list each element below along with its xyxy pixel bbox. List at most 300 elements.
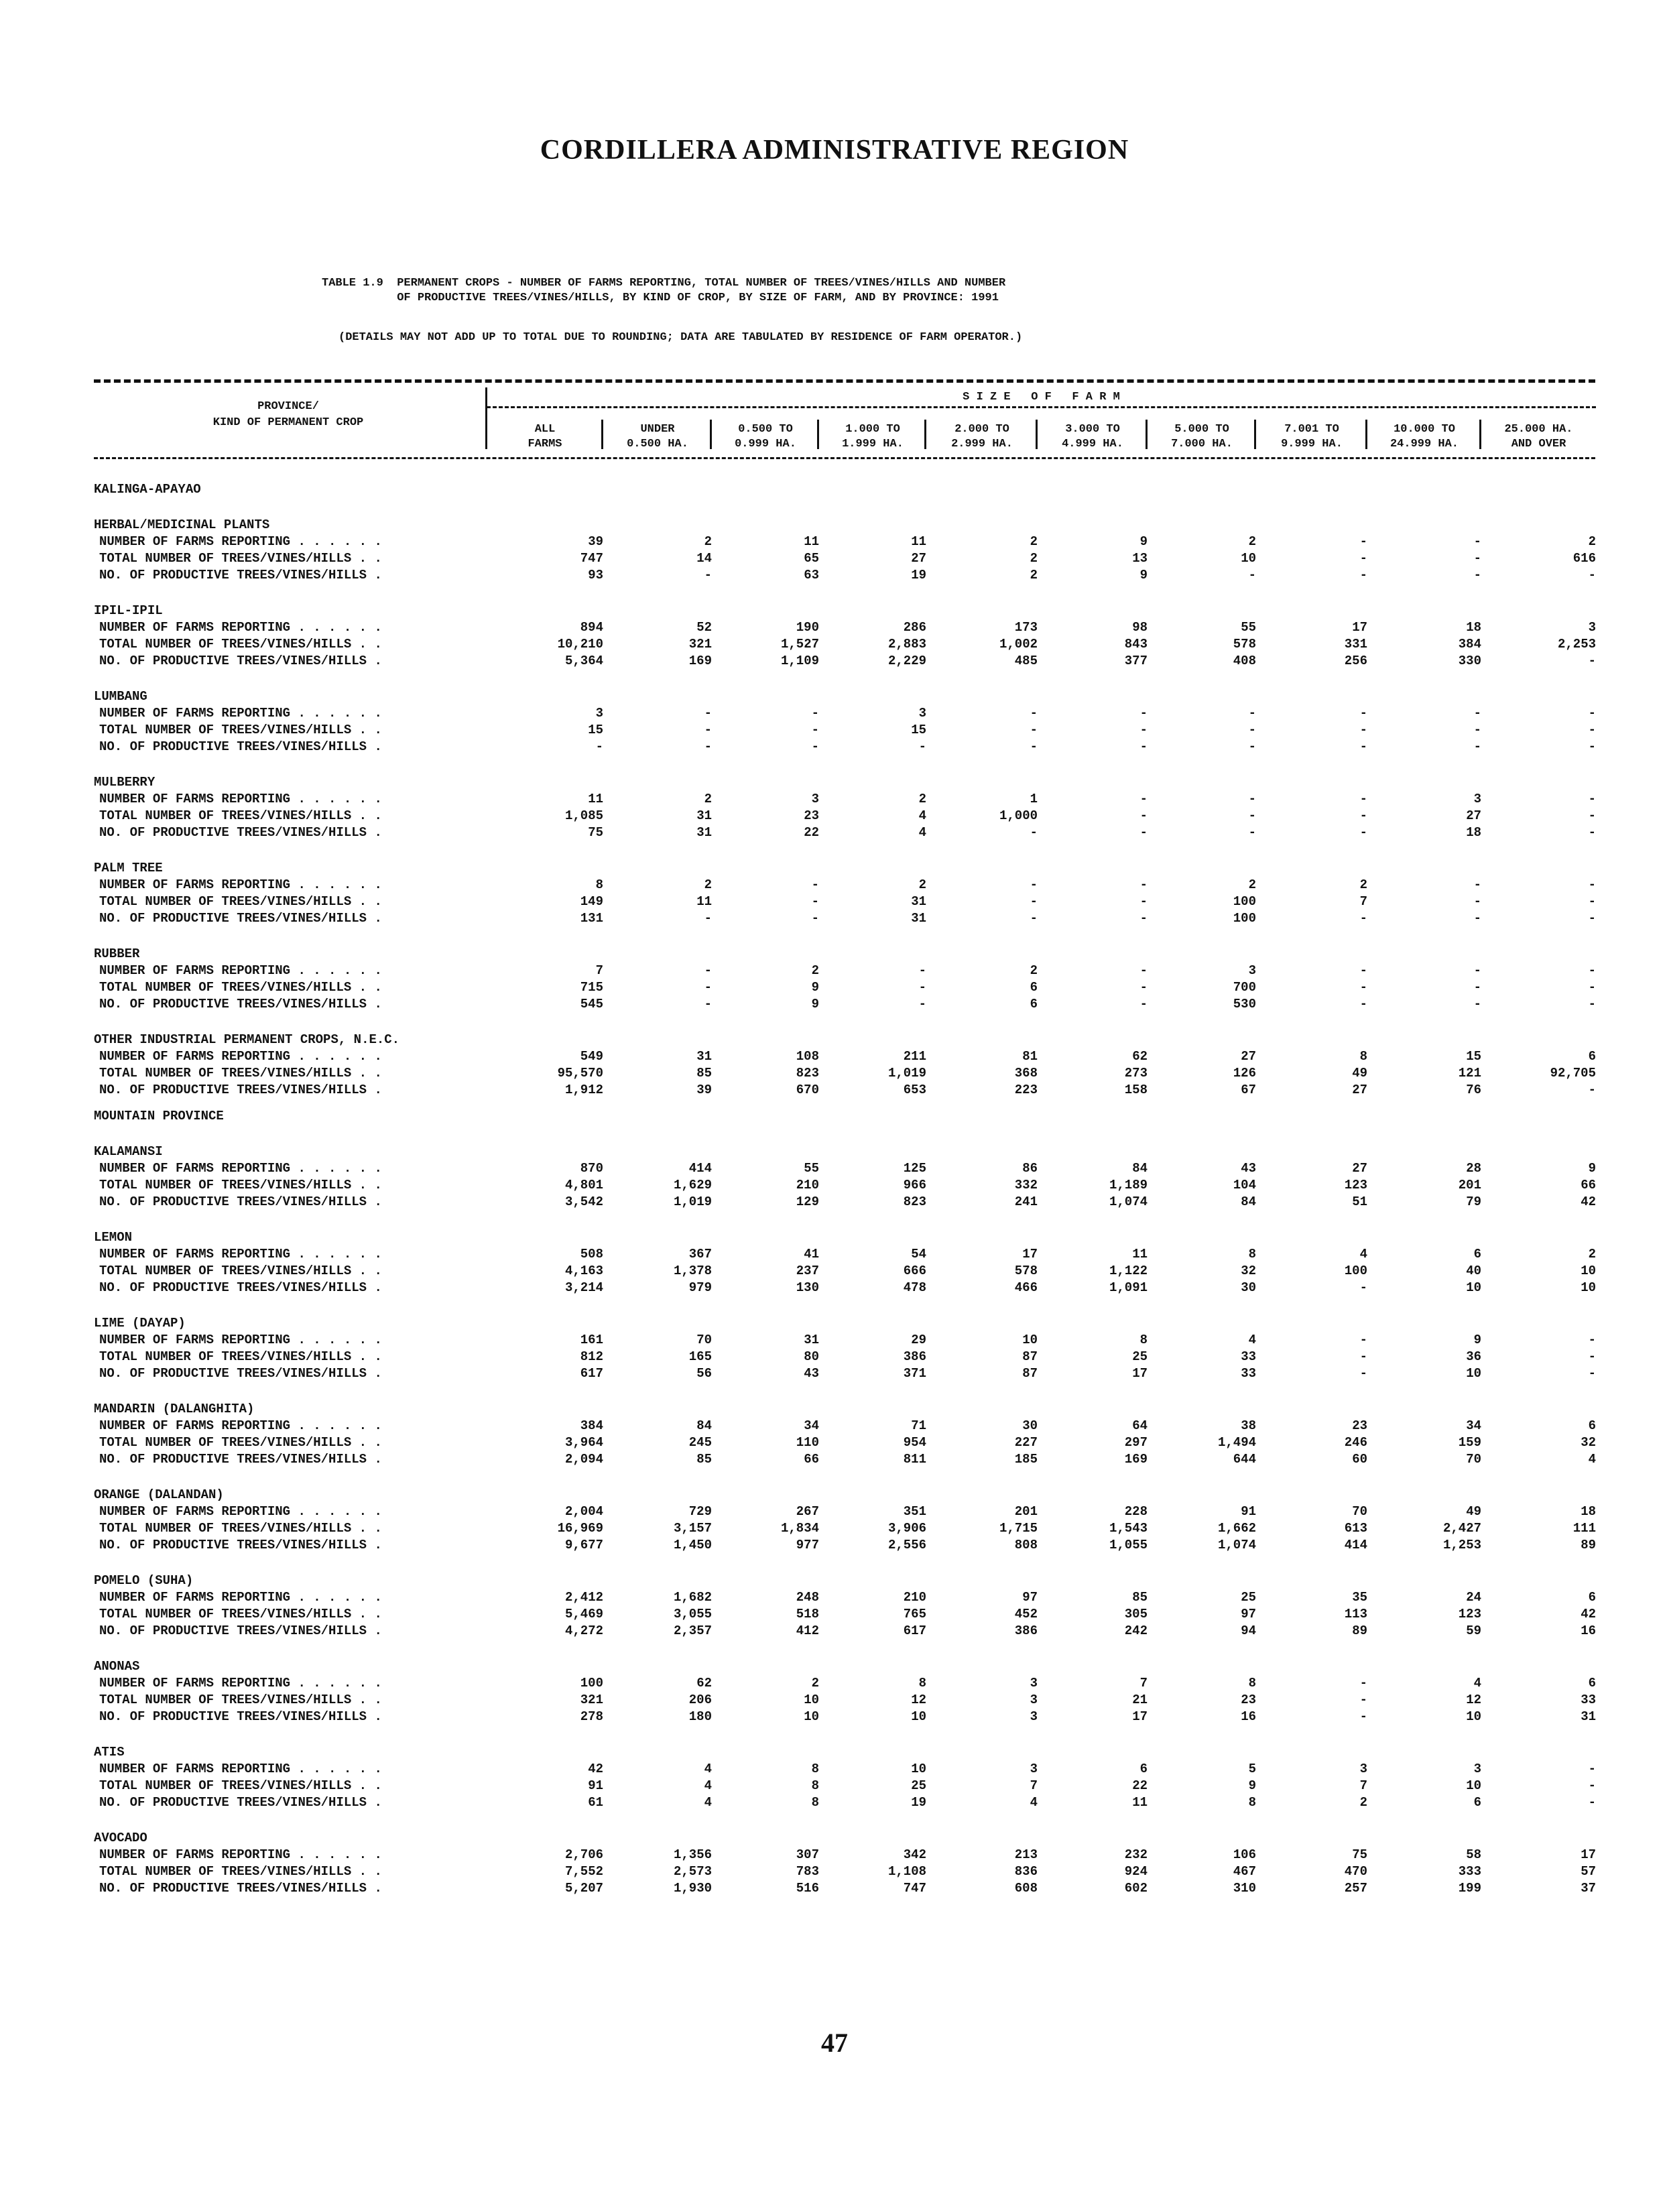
table-cell [926,1382,1038,1418]
table-cell: 3,157 [673,1521,712,1536]
table-cell: - [1030,706,1038,721]
table-cell: 470 [1344,1864,1367,1879]
table-cell: 108 [796,1049,819,1064]
table-cell [603,1811,712,1847]
table-cell: 89 [1352,1623,1367,1638]
table-cell [712,1104,819,1125]
table-cell: - [1588,1083,1596,1097]
table-cell: 27 [1241,1049,1256,1064]
table-cell: 80 [804,1349,819,1364]
table-cell: 8 [1359,1049,1367,1064]
total-trees-row [94,894,1596,910]
table-cell: 278 [580,1709,603,1724]
table-cell: 715 [580,980,603,995]
table-cell: 256 [1344,654,1367,668]
table-cell [603,1125,712,1160]
table-cell: 1 [1030,792,1038,806]
table-cell: - [1139,808,1148,823]
table-cell: - [1139,706,1148,721]
productive-trees-row-label: NO. OF PRODUCTIVE TREES/VINES/HILLS . [99,654,382,668]
table-cell: 2 [704,792,712,806]
table-cell: 4 [704,1762,712,1776]
total-trees-row-label: TOTAL NUMBER OF TREES/VINES/HILLS . . [99,980,382,995]
table-cell: - [1473,739,1481,754]
table-cell: 1,122 [1109,1264,1148,1278]
table-cell [712,1013,819,1048]
table-cell: - [704,723,712,737]
productive-trees-row-label: NO. OF PRODUCTIVE TREES/VINES/HILLS . [99,1623,382,1638]
table-cell [1367,670,1481,705]
table-cell [926,1640,1038,1675]
table-cell: 321 [580,1693,603,1707]
table-cell [487,1640,603,1675]
table-cell [1481,1211,1596,1246]
table-cell: 42 [1581,1194,1596,1209]
table-cell: 812 [580,1349,603,1364]
farms-reporting-row [94,1332,1596,1349]
table-cell [1256,1640,1367,1675]
table-cell: 617 [903,1623,926,1638]
table-cell: 43 [1241,1161,1256,1176]
table-cell: 248 [796,1590,819,1605]
table-cell: - [1359,997,1367,1011]
stub-header-line2: KIND OF PERMANENT CROP [212,416,364,429]
table-cell: 246 [1344,1435,1367,1450]
crop-name-row-label: LUMBANG [94,689,147,704]
table-cell: - [1139,963,1148,978]
table-cell [926,1725,1038,1761]
table-cell [1481,1382,1596,1418]
crop-name-row [94,927,1596,963]
crop-name-row [94,584,1596,619]
table-cell: 9 [1139,534,1148,549]
size-of-farm-header: S I Z E O F F A R M [963,391,1120,404]
productive-trees-row [94,567,1596,584]
table-cell: 97 [1022,1590,1038,1605]
table-cell: 408 [1233,654,1256,668]
farms-reporting-row [94,1675,1596,1692]
table-cell: 485 [1014,654,1038,668]
crop-name-row [94,1468,1596,1503]
table-cell: 242 [1124,1623,1148,1638]
table-cell: 210 [796,1178,819,1192]
table-cell: 2 [811,963,819,978]
table-cell [819,498,926,534]
table-cell [1038,1811,1148,1847]
table-cell: 62 [1132,1049,1148,1064]
table-cell: 8 [1248,1247,1256,1262]
table-cell: 9 [1139,568,1148,582]
province-row [94,1104,1596,1125]
table-cell: 6 [1588,1590,1596,1605]
table-cell: - [1473,963,1481,978]
table-cell: 56 [696,1366,712,1381]
table-cell: 27 [911,551,926,566]
table-cell [1256,755,1367,791]
crop-name-row-label: ATIS [94,1745,125,1760]
table-cell: 125 [903,1161,926,1176]
table-cell [819,1013,926,1048]
total-trees-row-label: TOTAL NUMBER OF TREES/VINES/HILLS . . [99,1066,382,1081]
table-cell: - [918,739,926,754]
table-cell: 70 [696,1333,712,1347]
table-cell: 40 [1466,1264,1481,1278]
table-cell: 24 [1466,1590,1481,1605]
column-header-8-line2: 9.999 HA. [1281,438,1343,450]
table-cell [1256,477,1367,498]
table-cell: 104 [1233,1178,1256,1192]
table-cell [1367,477,1481,498]
table-cell: - [1588,808,1596,823]
table-cell: 8 [811,1795,819,1810]
productive-trees-row [94,1880,1596,1897]
table-cell: 3 [1030,1762,1038,1776]
table-cell: - [1359,1333,1367,1347]
table-cell: 169 [1124,1452,1148,1467]
column-header-3-line1: 0.500 TO [738,423,793,436]
table-cell [487,841,603,877]
table-cell: 4 [704,1795,712,1810]
table-cell: 21 [1132,1693,1148,1707]
table-cell: 1,055 [1109,1538,1148,1552]
table-cell: 3 [1030,1693,1038,1707]
column-header-9-line2: 24.999 HA. [1389,438,1459,450]
table-cell [926,1125,1038,1160]
table-cell: 478 [903,1280,926,1295]
table-cell: 165 [688,1349,712,1364]
table-cell: - [1139,911,1148,926]
table-cell: 843 [1124,637,1148,652]
table-cell: 273 [1124,1066,1148,1081]
table-cell: 7 [1359,1778,1367,1793]
table-cell: 602 [1124,1881,1148,1896]
table-cell: - [1359,1366,1367,1381]
table-cell: 3 [1030,1676,1038,1691]
productive-trees-row [94,653,1596,670]
table-cell: - [1359,963,1367,978]
table-cell [603,1099,712,1104]
table-cell: 31 [696,808,712,823]
table-cell: 307 [796,1847,819,1862]
table-cell [1148,1296,1256,1332]
table-cell: 4,163 [564,1264,603,1278]
table-cell: 5,207 [564,1881,603,1896]
table-cell [926,1211,1038,1246]
table-cell: 351 [903,1504,926,1519]
total-trees-row [94,1863,1596,1880]
table-cell [1256,1296,1367,1332]
table-cell [712,1099,819,1104]
total-trees-row-label: TOTAL NUMBER OF TREES/VINES/HILLS . . [99,808,382,823]
table-cell: 106 [1233,1847,1256,1862]
table-cell: - [1248,706,1256,721]
table-cell: 4,272 [564,1623,603,1638]
farms-reporting-row-label: NUMBER OF FARMS REPORTING . . . . . . [99,706,382,721]
table-cell [712,1725,819,1761]
table-cell: 747 [903,1881,926,1896]
table-cell [712,1468,819,1503]
productive-trees-row-label: NO. OF PRODUCTIVE TREES/VINES/HILLS . [99,1083,382,1097]
table-cell: 17 [1581,1847,1596,1862]
table-cell: 516 [796,1881,819,1896]
table-cell [1367,1104,1481,1125]
table-cell [1481,1296,1596,1332]
table-cell: 3 [1588,620,1596,635]
table-cell: 653 [903,1083,926,1097]
table-cell: - [1248,825,1256,840]
table-cell: 42 [1581,1607,1596,1621]
table-cell: 1,108 [887,1864,926,1879]
table-cell: - [1030,911,1038,926]
table-cell: 57 [1581,1864,1596,1879]
column-header-7-line1: 5.000 TO [1174,423,1229,436]
table-cell [1256,1468,1367,1503]
table-cell: 267 [796,1504,819,1519]
productive-trees-row [94,1082,1596,1099]
table-cell: 979 [688,1280,712,1295]
table-cell: 870 [580,1161,603,1176]
productive-trees-row-label: NO. OF PRODUCTIVE TREES/VINES/HILLS . [99,1280,382,1295]
table-cell: 6 [1139,1762,1148,1776]
table-cell [1367,755,1481,791]
table-cell: 466 [1014,1280,1038,1295]
productive-trees-row [94,1537,1596,1554]
table-cell: 8 [811,1762,819,1776]
crop-name-row-label: ANONAS [94,1659,140,1674]
table-cell: - [811,894,819,909]
table-cell: 2 [1248,534,1256,549]
table-cell [1256,1382,1367,1418]
table-cell: 25 [1132,1349,1148,1364]
table-cell: 371 [903,1366,926,1381]
table-cell: 111 [1572,1521,1596,1536]
table-cell [603,1897,712,1902]
table-cell: 6 [1030,997,1038,1011]
crop-name-row-label: ORANGE (DALANDAN) [94,1487,224,1502]
table-cell: 93 [588,568,603,582]
table-cell [1367,1725,1481,1761]
table-cell: 9 [1588,1161,1596,1176]
table-cell: 10 [1466,1778,1481,1793]
table-cell [1256,1013,1367,1048]
table-cell: 84 [1132,1161,1148,1176]
table-cell: 7 [595,963,603,978]
table-cell: 25 [911,1778,926,1793]
table-cell: 8 [1139,1333,1148,1347]
table-cell: 27 [1466,808,1481,823]
total-trees-row-label: TOTAL NUMBER OF TREES/VINES/HILLS . . [99,894,382,909]
table-cell [1481,477,1596,498]
table-cell: 129 [796,1194,819,1209]
table-cell: - [704,911,712,926]
total-trees-row-label: TOTAL NUMBER OF TREES/VINES/HILLS . . [99,1693,382,1707]
table-cell [1148,1640,1256,1675]
table-cell: 245 [688,1435,712,1450]
table-cell: 836 [1014,1864,1038,1879]
table-cell: 180 [688,1709,712,1724]
table-cell [1148,1725,1256,1761]
total-trees-row [94,1349,1596,1365]
table-cell [603,1725,712,1761]
table-cell: 19 [911,1795,926,1810]
table-cell: 169 [688,654,712,668]
table-cell: 3 [1359,1762,1367,1776]
table-cell [819,1468,926,1503]
table-cell [1256,841,1367,877]
table-cell [819,1099,926,1104]
table-cell: - [1359,534,1367,549]
table-cell: 2 [918,792,926,806]
column-divider [1365,420,1367,449]
table-cell: 2,094 [564,1452,603,1467]
table-cell: 98 [1132,620,1148,635]
table-cell [926,1468,1038,1503]
table-cell [603,477,712,498]
total-trees-row [94,636,1596,653]
table-cell [1481,1013,1596,1048]
productive-trees-row [94,824,1596,841]
total-trees-row-label: TOTAL NUMBER OF TREES/VINES/HILLS . . [99,1521,382,1536]
table-cell: - [1248,808,1256,823]
table-cell: 17 [1132,1709,1148,1724]
table-cell: 49 [1352,1066,1367,1081]
table-cell: 1,543 [1109,1521,1148,1536]
crop-name-row [94,1554,1596,1589]
table-cell: 3 [811,792,819,806]
farms-reporting-row-label: NUMBER OF FARMS REPORTING . . . . . . [99,1847,382,1862]
table-cell: 414 [1344,1538,1367,1552]
table-cell: 4 [918,825,926,840]
table-cell: 1,074 [1217,1538,1256,1552]
table-cell [1038,927,1148,963]
table-cell [712,927,819,963]
table-cell [1038,1725,1148,1761]
farms-reporting-row [94,1761,1596,1778]
table-cell: 6 [1473,1795,1481,1810]
table-cell [712,1554,819,1589]
table-cell [1038,1013,1148,1048]
table-cell: 2 [1359,1795,1367,1810]
table-cell: - [811,911,819,926]
table-cell: 42 [588,1762,603,1776]
productive-trees-row-label: NO. OF PRODUCTIVE TREES/VINES/HILLS . [99,1366,382,1381]
table-cell [1481,498,1596,534]
table-cell: 8 [1248,1795,1256,1810]
table-cell: 71 [911,1418,926,1433]
table-cell: 10 [911,1762,926,1776]
column-divider [1479,420,1481,449]
table-cell: 227 [1014,1435,1038,1450]
table-cell: 508 [580,1247,603,1262]
table-cell [487,927,603,963]
table-cell [1256,498,1367,534]
farms-reporting-row [94,1418,1596,1434]
table-cell: 966 [903,1178,926,1192]
table-cell: - [1359,723,1367,737]
table-cell: - [704,568,712,582]
table-cell [926,1296,1038,1332]
table-cell: 84 [1241,1194,1256,1209]
table-cell: 1,019 [673,1194,712,1209]
table-cell: 545 [580,997,603,1011]
farms-reporting-row [94,619,1596,636]
table-cell: 31 [911,911,926,926]
table-cell [1038,1104,1148,1125]
spacer-row [94,1897,1596,1902]
table-cell: - [1473,877,1481,892]
table-note: (DETAILS MAY NOT ADD UP TO TOTAL DUE TO ROUNDING; DATA ARE TABULATED BY RESIDENCE OF FARM OPERATOR.) [338,331,1023,344]
table-cell [487,498,603,534]
table-cell: 66 [1581,1178,1596,1192]
table-cell [603,1211,712,1246]
column-header-1-line1: ALL [534,423,556,436]
region-title: CORDILLERA ADMINISTRATIVE REGION [540,135,1129,166]
table-cell: 6 [1588,1676,1596,1691]
table-cell: 33 [1241,1349,1256,1364]
table-cell [926,841,1038,877]
table-cell: 123 [1344,1178,1367,1192]
table-cell: - [1139,894,1148,909]
table-cell [1256,1725,1367,1761]
table-cell: - [1588,825,1596,840]
table-cell: 15 [911,723,926,737]
table-cell: 10 [1581,1264,1596,1278]
table-cell: 386 [903,1349,926,1364]
table-cell: 7,552 [564,1864,603,1879]
table-cell [712,477,819,498]
table-cell: 5,469 [564,1607,603,1621]
table-cell: - [1139,825,1148,840]
column-divider [601,420,603,449]
table-cell: - [1248,568,1256,582]
table-cell: - [1588,1762,1596,1776]
table-cell: 12 [911,1693,926,1707]
column-header-8-line1: 7.001 TO [1284,423,1339,436]
table-cell [1038,1554,1148,1589]
table-cell [712,1125,819,1160]
table-cell: - [1588,980,1596,995]
table-cell: 3,055 [673,1607,712,1621]
table-cell [1038,477,1148,498]
productive-trees-row-label: NO. OF PRODUCTIVE TREES/VINES/HILLS . [99,739,382,754]
table-cell: - [1248,723,1256,737]
table-cell [487,670,603,705]
table-cell: 33 [1581,1693,1596,1707]
table-cell: 201 [1458,1178,1481,1192]
table-cell: 549 [580,1049,603,1064]
crop-name-row-label: MANDARIN (DALANGHITA) [94,1402,255,1416]
table-cell: 12 [1466,1693,1481,1707]
productive-trees-row-label: NO. OF PRODUCTIVE TREES/VINES/HILLS . [99,997,382,1011]
table-cell [1038,1897,1148,1902]
table-cell: 22 [804,825,819,840]
table-cell: 1,189 [1109,1178,1148,1192]
table-cell [926,1554,1038,1589]
farms-reporting-row-label: NUMBER OF FARMS REPORTING . . . . . . [99,1504,382,1519]
table-cell: 185 [1014,1452,1038,1467]
table-cell [1256,1811,1367,1847]
table-cell: - [704,706,712,721]
farms-reporting-row-label: NUMBER OF FARMS REPORTING . . . . . . [99,792,382,806]
table-cell [819,670,926,705]
table-cell [1148,1897,1256,1902]
table-cell: 384 [1458,637,1481,652]
crop-name-row [94,1811,1596,1847]
farms-reporting-row [94,534,1596,550]
table-cell: 2,427 [1442,1521,1481,1536]
table-cell: 10 [1022,1333,1038,1347]
table-cell: 37 [1581,1881,1596,1896]
